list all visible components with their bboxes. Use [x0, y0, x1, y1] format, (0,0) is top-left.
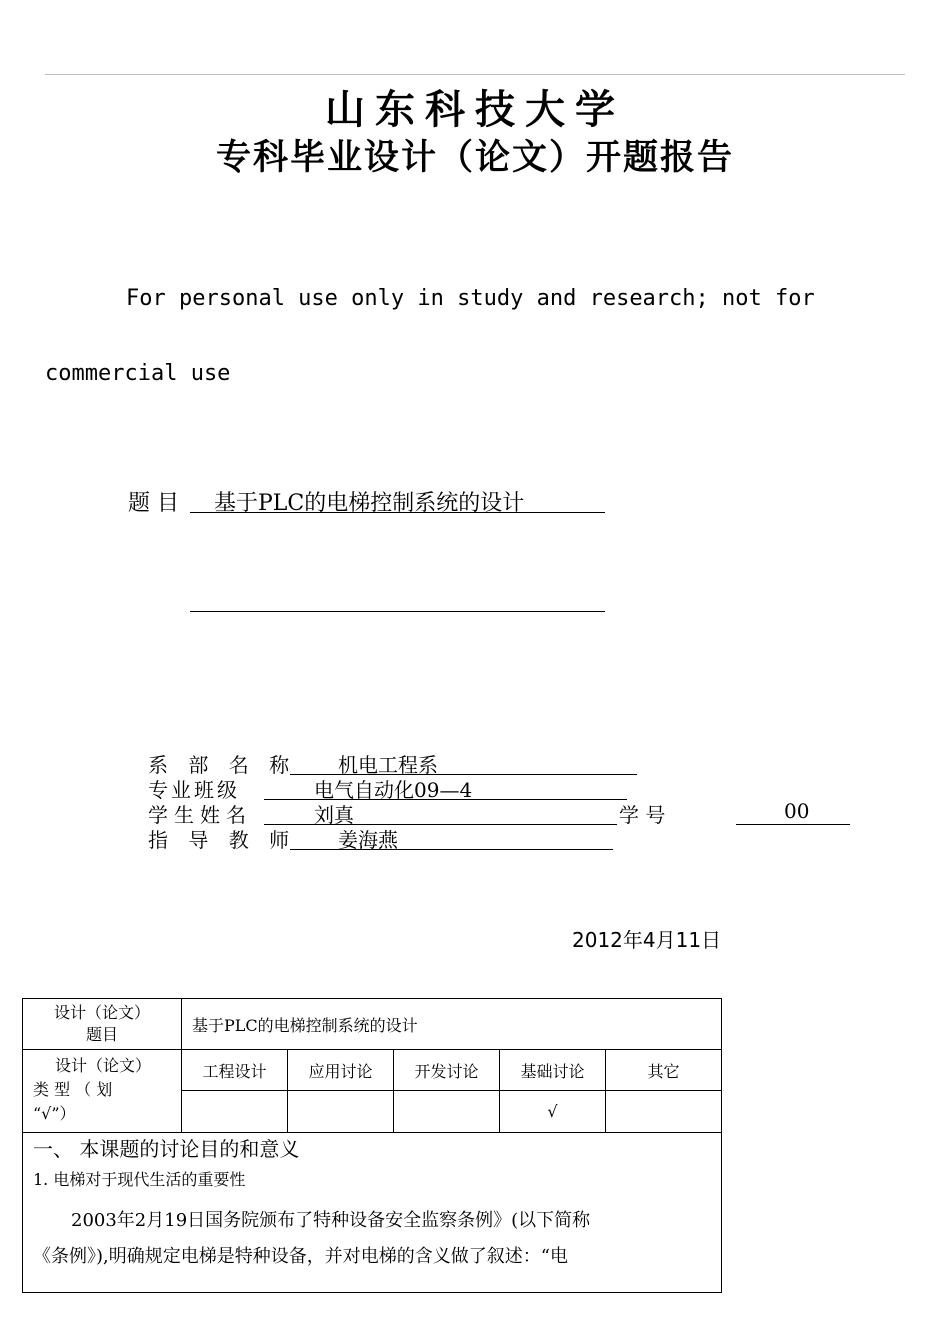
check-basic-research: √	[500, 1091, 606, 1133]
check-development-research	[394, 1091, 500, 1133]
proposal-form-table	[22, 998, 722, 1293]
paragraph-line-1: 2003年2月19日国务院颁布了特种设备安全监察条例》(以下简称	[71, 1210, 591, 1231]
form-type-label-cell	[23, 1050, 182, 1133]
report-date: 2012年4月11日	[572, 928, 722, 952]
form-topic-label-line2: 题目	[85, 1025, 118, 1044]
type-basic-research: 基础讨论	[500, 1050, 606, 1091]
advisor-value: 姜海燕	[290, 824, 613, 850]
university-name: 山东科技大学	[325, 87, 625, 133]
check-applied-research	[288, 1091, 394, 1133]
class-value: 电气自动化09—4	[264, 774, 627, 800]
check-other	[606, 1091, 722, 1133]
student-id-label: 学 号	[619, 803, 666, 827]
type-engineering-design: 工程设计	[182, 1050, 288, 1091]
form-type-label-line3: “√”）	[33, 1104, 76, 1123]
topic-label: 题 目	[128, 491, 179, 516]
form-type-label-line2: 类 型 （ 划	[33, 1080, 113, 1099]
report-title: 专科毕业设计（论文）开题报告	[215, 138, 734, 178]
disclaimer-line-2: commercial use	[45, 361, 231, 386]
type-other: 其它	[606, 1050, 722, 1091]
form-topic-label-line1: 设计（论文）	[53, 1003, 150, 1022]
type-applied-research: 应用讨论	[288, 1050, 394, 1091]
disclaimer-line-1: For personal use only in study and research; not for	[126, 286, 815, 311]
topic-value: 基于PLC的电梯控制系统的设计	[190, 486, 605, 513]
form-topic-label-cell	[23, 999, 182, 1050]
form-type-label-line1: 设计（论文）	[54, 1056, 151, 1075]
header-rule	[45, 74, 905, 75]
student-name-label: 学生姓名	[148, 803, 252, 827]
department-label: 系 部 名 称	[148, 753, 297, 777]
subsection-title: 1. 电梯对于现代生活的重要性	[33, 1170, 246, 1189]
student-id-value: 00	[736, 799, 850, 825]
department-value: 机电工程系	[290, 749, 637, 775]
check-engineering-design	[182, 1091, 288, 1133]
advisor-label: 指 导 教 师	[148, 828, 297, 852]
section-title: 一、 本课题的讨论目的和意义	[33, 1137, 300, 1161]
type-development-research: 开发讨论	[394, 1050, 500, 1091]
class-label: 专业班级	[148, 778, 240, 802]
paragraph-line-2: 《条例》),明确规定电梯是特种设备，并对电梯的含义做了叙述：“电	[33, 1246, 568, 1267]
form-body-cell	[23, 1133, 722, 1293]
topic-blank-line	[190, 611, 605, 612]
student-name-value: 刘真	[264, 799, 617, 825]
form-topic-value: 基于PLC的电梯控制系统的设计	[182, 999, 722, 1050]
